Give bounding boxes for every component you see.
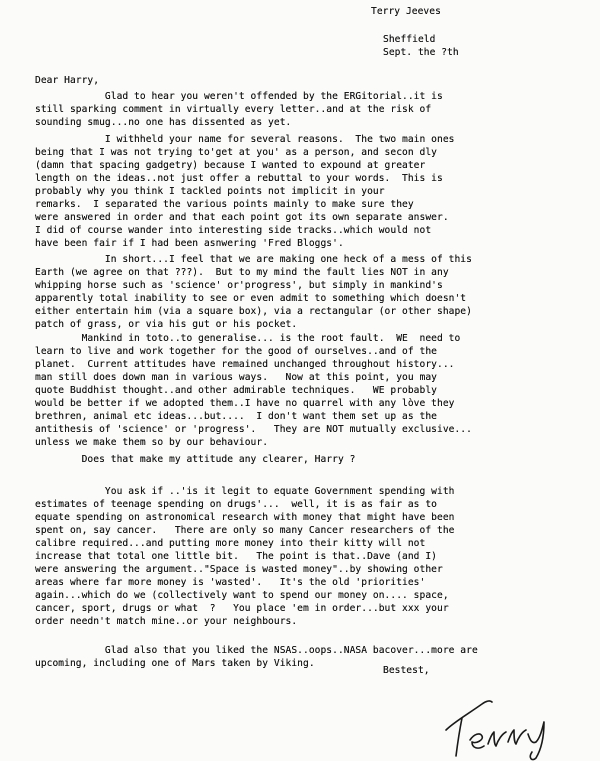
text-line: In short...I feel that we are making one heck of a mess of this	[35, 254, 472, 265]
text-line: length on the ideas..not just offer a rebuttal to your words. This is	[35, 173, 443, 184]
text-line: Glad to hear you weren't offended by the ERGitorial..it is	[35, 91, 443, 102]
handwritten-signature	[432, 692, 582, 762]
text-line: order needn't match mine..or your neighbours.	[35, 616, 298, 627]
sender-town: Sheffield	[383, 34, 436, 45]
text-line: remarks. I separated the various points mainly to make sure they	[35, 199, 414, 210]
sender-name: Terry Jeeves	[371, 6, 441, 17]
text-line: Glad also that you liked the NSAS..oops..NASA bacover...more are	[35, 645, 478, 656]
text-line: unless we make them so by our behaviour.	[35, 437, 269, 448]
text-line: cancer, sport, drugs or what ? You place 'em in order...but xxx your	[35, 603, 449, 614]
text-line: I withheld your name for several reasons. The two main ones	[35, 134, 455, 145]
text-line: increase that total one little bit. The point is that..Dave (and I)	[35, 551, 437, 562]
text-line: Earth (we agree on that ???). But to my mind the fault lies NOT in any	[35, 267, 449, 278]
text-line: calibre required...and putting more money into their kitty will not	[35, 538, 426, 549]
text-line: either entertain him (via a square box), via a rectangular (or other shape)	[35, 306, 472, 317]
text-line: would be better if we adopted them..I have no quarrel with any lòve they	[35, 398, 455, 409]
text-line: I did of course wander into interesting side tracks..which would not	[35, 225, 432, 236]
text-line: planet. Current attitudes have remained unchanged throughout history...	[35, 359, 455, 370]
text-line: brethren, animal etc ideas...but.... I don't want them set up as the	[35, 411, 437, 422]
text-line: learn to live and work together for the good of ourselves..and of the	[35, 346, 437, 357]
salutation: Dear Harry,	[35, 75, 100, 86]
text-line: antithesis of 'science' or 'progress'. They are NOT mutually exclusive...	[35, 424, 472, 435]
text-line: Does that make my attitude any clearer, Harry ?	[35, 454, 356, 465]
text-line: man still does down man in various ways. Now at this point, you may	[35, 372, 437, 383]
text-line: have been fair if I had been asnwering 'Fred Bloggs'.	[35, 238, 344, 249]
text-line: patch of grass, or via his gut or his pocket.	[35, 319, 298, 330]
text-line: Mankind in toto..to generalise... is the root fault. WE need to	[35, 333, 461, 344]
text-line: being that I was not trying to'get at you' as a person, and secon dly	[35, 147, 437, 158]
text-line: areas where far more money is 'wasted'. It's the old 'priorities'	[35, 577, 426, 588]
text-line: upcoming, including one of Mars taken by Viking.	[35, 658, 315, 669]
text-line: quote Buddhist thought..and other admirable techniques. WE probably	[35, 385, 437, 396]
text-line: whipping horse such as 'science' or'progress', but simply in mankind's	[35, 280, 443, 291]
text-line: were answering the argument.."Space is wasted money"..by showing other	[35, 564, 443, 575]
text-line: were answered in order and that each point got its own separate answer.	[35, 212, 449, 223]
text-line: probably why you think I tackled points not implicit in your	[35, 186, 385, 197]
text-line: apparently total inability to see or even admit to something which doesn't	[35, 293, 467, 304]
text-line: equate spending on astronomical research with money that might have been	[35, 512, 455, 523]
text-line: sounding smug...no one has dissented as yet.	[35, 117, 292, 128]
text-line: You ask if ..'is it legit to equate Government spending with	[35, 486, 455, 497]
closing: Bestest,	[383, 665, 430, 676]
text-line: (damn that spacing gadgetry) because I wanted to expound at greater	[35, 160, 426, 171]
text-line: again...which do we (collectively want to spend our money on.... space,	[35, 590, 449, 601]
letter-date: Sept. the ?th	[383, 47, 459, 58]
text-line: spent on, say cancer. There are only so many Cancer researchers of the	[35, 525, 455, 536]
text-line: estimates of teenage spending on drugs'... well, it is as fair as to	[35, 499, 437, 510]
text-line: still sparking comment in virtually every letter..and at the risk of	[35, 104, 432, 115]
